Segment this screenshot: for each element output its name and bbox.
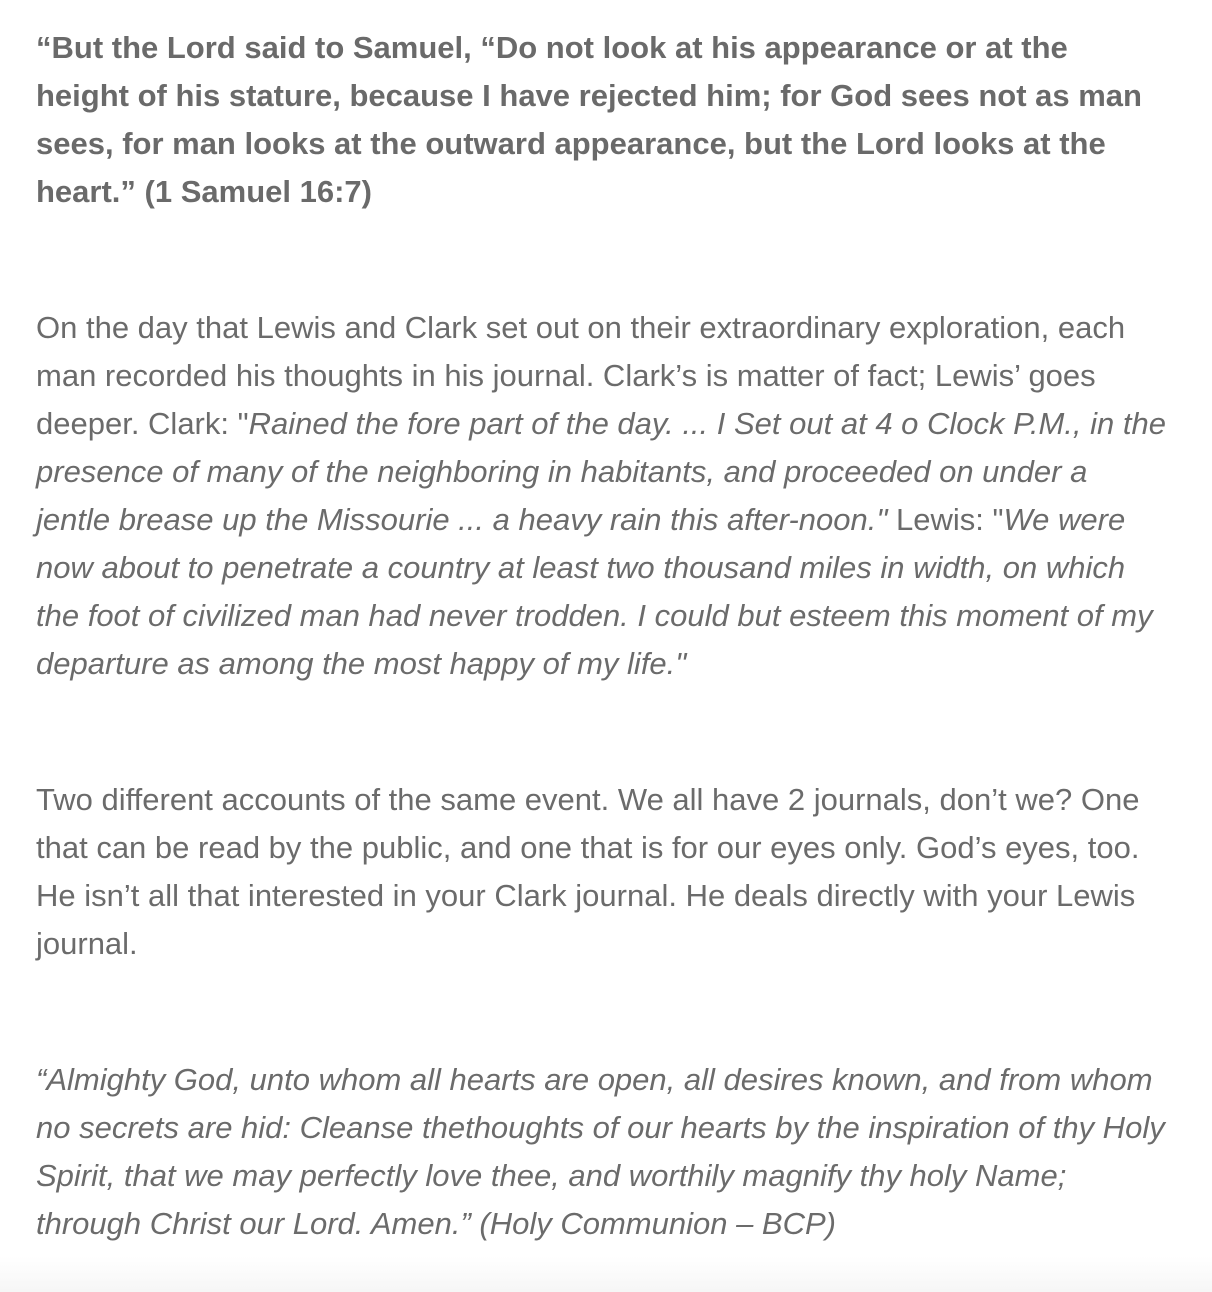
paragraph-spacer: [36, 216, 1166, 304]
lewis-clark-paragraph: [36, 304, 1166, 688]
lewis-journal-quote: We were now about to penetrate a country at least two thousand miles in width, on which the foot of civilized man had never trodden. I could but esteem this moment of my departure as among the most happy of my life.": [36, 502, 1153, 681]
closing-prayer: “Almighty God, unto whom all hearts are open, all desires known, and from whom no secrets are hid: Cleanse thethoughts of our hearts by the inspiration of thy Holy Spirit, that we may perfectly love thee, and worthily magnify thy holy Name; through Christ our Lord. Amen.” (Holy Communion – BCP): [36, 1062, 1165, 1241]
paragraph-spacer: [36, 968, 1166, 1056]
lewis-label: Lewis: ": [887, 502, 1004, 537]
devotional-article: [36, 24, 1166, 1248]
scripture-verse: “But the Lord said to Samuel, “Do not look at his appearance or at the height of his stature, because I have rejected him; for God sees not as man sees, for man looks at the outward appearance, but the Lord looks at the heart.” (1 Samuel 16:7): [36, 30, 1142, 209]
reflection-paragraph: Two different accounts of the same event. We all have 2 journals, don’t we? One that can be read by the public, and one that is for our eyes only. God’s eyes, too. He isn’t all that interested in your Clark journal. He deals directly with your Lewis journal.: [36, 782, 1140, 961]
story-intro: On the day that Lewis and Clark set out on their extraordinary exploration, each man recorded his thoughts in his journal. Clark’s is matter of fact; Lewis’ goes deeper. Clark: ": [36, 310, 1126, 441]
bottom-fade: [0, 1256, 1212, 1292]
paragraph-spacer: [36, 688, 1166, 776]
clark-journal-quote: Rained the fore part of the day. ... I Set out at 4 o Clock P.M., in the presence of many of the neighboring in habitants, and proceeded on under a jentle brease up the Missourie ... a heavy rain this after-noon.": [36, 406, 1166, 537]
